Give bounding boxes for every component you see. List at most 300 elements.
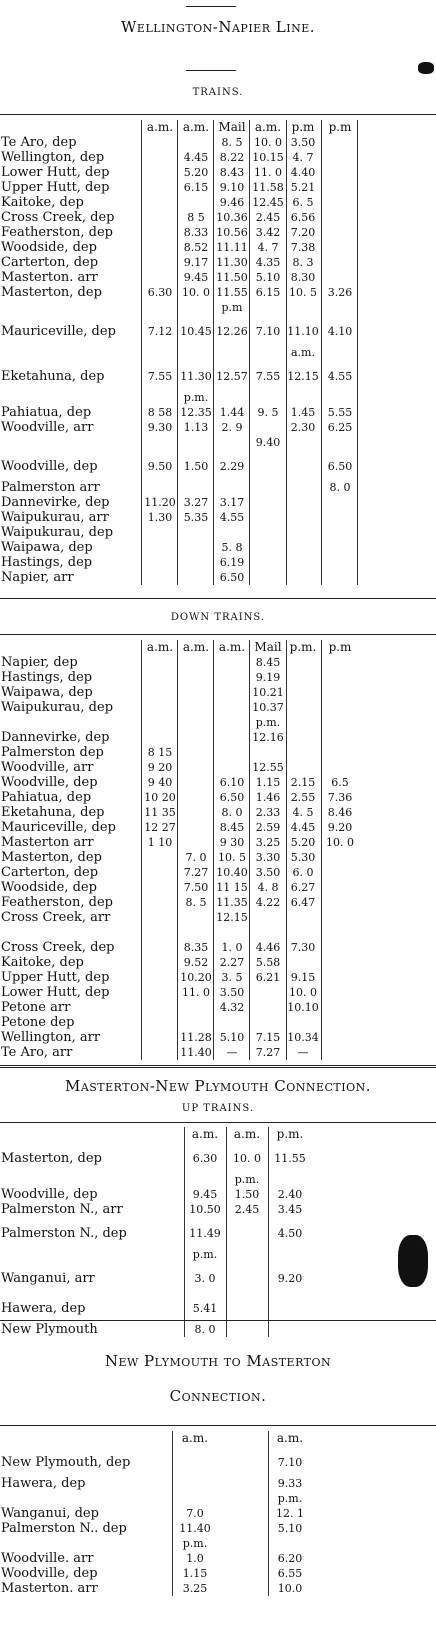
time-cell: 5.41: [192, 1302, 218, 1315]
time-cell: 4.32: [219, 1001, 245, 1014]
station-name: Mauriceville, dep: [1, 820, 116, 835]
station-name: Upper Hutt, dep: [1, 970, 110, 985]
time-cell: 10.50: [189, 1203, 221, 1216]
table-row: [0, 450, 436, 480]
time-cell: 10.37: [252, 701, 284, 714]
section-rule: [0, 1065, 436, 1068]
time-cell: 7.55: [255, 370, 281, 383]
time-cell: 9.33: [277, 1477, 303, 1490]
column-rule: [177, 640, 178, 1060]
section-title: Masterton-New Plymouth Connection.: [64, 1077, 372, 1095]
time-cell: 6.47: [290, 896, 316, 909]
time-cell: —: [226, 1046, 238, 1059]
station-name: New Plymouth, dep: [1, 1455, 131, 1470]
table-row: [0, 805, 436, 820]
table-row: [0, 745, 436, 760]
time-cell: 12. 1: [276, 1507, 304, 1520]
time-cell: 3.30: [255, 851, 281, 864]
time-cell: 4.35: [255, 256, 281, 269]
time-cell: 11.40: [180, 1046, 212, 1059]
time-cell: 8 58: [147, 406, 173, 419]
table-row: [0, 180, 436, 195]
time-cell: 9 20: [147, 761, 173, 774]
table-row: [0, 1536, 436, 1551]
station-name: Napier, dep: [1, 655, 78, 670]
table-row: [0, 1566, 436, 1581]
time-cell: 12 27: [144, 821, 176, 834]
table-row: [0, 435, 436, 450]
station-name: Hawera, dep: [1, 1476, 86, 1491]
table-row: [0, 420, 436, 435]
time-cell: 4. 7: [292, 151, 314, 164]
time-cell: p.m: [221, 301, 243, 314]
time-cell: 5. 8: [221, 541, 243, 554]
column-rule: [184, 1127, 185, 1337]
time-cell: 8. 0: [194, 1323, 216, 1336]
column-rule: [321, 640, 322, 1060]
time-cell: 7.27: [255, 1046, 281, 1059]
time-cell: 9.20: [327, 821, 353, 834]
time-cell: 4.45: [290, 821, 316, 834]
column-header: a.m.: [182, 120, 210, 134]
time-cell: a.m.: [291, 346, 315, 359]
time-cell: 9.15: [290, 971, 316, 984]
time-cell: 5.58: [255, 956, 281, 969]
time-cell: 3.17: [219, 496, 245, 509]
section-rule: [0, 1320, 436, 1321]
column-header: a.m.: [181, 1431, 209, 1445]
time-cell: 5.20: [183, 166, 209, 179]
time-cell: 7.20: [290, 226, 316, 239]
time-cell: 10.10: [287, 1001, 319, 1014]
time-cell: 10. 5: [218, 851, 246, 864]
station-name: Woodville, arr: [1, 760, 94, 775]
table-row: [0, 910, 436, 925]
time-cell: 1.15: [255, 776, 281, 789]
section-subtitle: TRAINS.: [192, 87, 244, 98]
station-name: Carterton, dep: [1, 865, 99, 880]
time-cell: 8.45: [255, 656, 281, 669]
time-cell: 7.38: [290, 241, 316, 254]
time-cell: 8.43: [219, 166, 245, 179]
time-cell: 9.19: [255, 671, 281, 684]
time-cell: 3.45: [277, 1203, 303, 1216]
column-header: a.m.: [146, 120, 174, 134]
time-cell: 5.10: [277, 1522, 303, 1535]
time-cell: 5.10: [219, 1031, 245, 1044]
time-cell: 3.26: [327, 286, 353, 299]
time-cell: 10 20: [144, 791, 176, 804]
table-row: [0, 925, 436, 940]
station-name: Wellington, dep: [1, 150, 105, 165]
table-row: [0, 570, 436, 585]
station-name: Woodside, dep: [1, 240, 97, 255]
column-rule: [249, 120, 250, 585]
station-name: Woodville, dep: [1, 1566, 98, 1581]
table-top-rule: [0, 1425, 436, 1426]
time-cell: 11.11: [216, 241, 248, 254]
station-name: Carterton, dep: [1, 255, 99, 270]
time-cell: 12.26: [216, 325, 248, 338]
time-cell: 6.30: [147, 286, 173, 299]
station-name: Dannevirke, dep: [1, 495, 110, 510]
station-name: Pahiatua, dep: [1, 405, 92, 420]
time-cell: 10. 0: [233, 1152, 261, 1165]
time-cell: 6.15: [183, 181, 209, 194]
table-row: [0, 700, 436, 715]
time-cell: 3. 0: [194, 1272, 216, 1285]
station-name: Woodville, dep: [1, 775, 98, 790]
time-cell: 6.50: [327, 460, 353, 473]
time-cell: 9.52: [183, 956, 209, 969]
table-row: [0, 955, 436, 970]
time-cell: 2.40: [277, 1188, 303, 1201]
time-cell: 4.22: [255, 896, 281, 909]
time-cell: 7.36: [327, 791, 353, 804]
station-name: Lower Hutt, dep: [1, 165, 110, 180]
time-cell: 10.56: [216, 226, 248, 239]
table-row: [0, 1491, 436, 1506]
time-cell: 7. 0: [185, 851, 207, 864]
station-name: New Plymouth: [1, 1322, 98, 1337]
time-cell: 11.55: [274, 1152, 306, 1165]
time-cell: 10.20: [180, 971, 212, 984]
time-cell: 6.50: [219, 571, 245, 584]
time-cell: 1.50: [183, 460, 209, 473]
table-row: [0, 1045, 436, 1060]
station-name: Masterton, dep: [1, 850, 102, 865]
column-header: a.m.: [233, 1127, 261, 1141]
time-cell: 9 30: [219, 836, 245, 849]
table-row: [0, 880, 436, 895]
table-row: [0, 495, 436, 510]
time-cell: 11.50: [216, 271, 248, 284]
table-row: [0, 525, 436, 540]
table-row: [0, 1247, 436, 1262]
table-row: [0, 1172, 436, 1187]
ornament-rule: [186, 70, 236, 71]
station-name: Palmerston dep: [1, 745, 104, 760]
section-subtitle: UP TRAINS.: [181, 1103, 255, 1114]
table-top-rule: [0, 114, 436, 115]
time-cell: 4.50: [277, 1227, 303, 1240]
column-header: p.m: [291, 120, 315, 134]
header-row: [0, 120, 436, 135]
time-cell: 7.55: [147, 370, 173, 383]
station-name: Palmerston N., arr: [1, 1202, 123, 1217]
table-row: [0, 790, 436, 805]
time-cell: 10.45: [180, 325, 212, 338]
time-cell: 6.27: [290, 881, 316, 894]
time-cell: 4. 5: [292, 806, 314, 819]
time-cell: 11.40: [179, 1522, 211, 1535]
time-cell: 6.10: [219, 776, 245, 789]
station-name: Kaitoke, dep: [1, 955, 84, 970]
station-name: Hastings, dep: [1, 555, 93, 570]
table-row: [0, 895, 436, 910]
time-cell: 3.25: [182, 1582, 208, 1595]
table-row: [0, 255, 436, 270]
time-cell: 2.27: [219, 956, 245, 969]
table-row: [0, 1000, 436, 1015]
time-cell: 8 5: [187, 211, 205, 224]
table-row: [0, 1322, 436, 1337]
station-name: Woodside, dep: [1, 880, 97, 895]
column-rule: [268, 1127, 269, 1337]
table-row: [0, 1521, 436, 1536]
time-cell: p.m.: [183, 391, 209, 404]
table-row: [0, 225, 436, 240]
station-name: Cross Creek, dep: [1, 940, 115, 955]
time-cell: 8. 0: [221, 806, 243, 819]
section-title: Wellington-Napier Line.: [121, 18, 315, 36]
table-row: [0, 1551, 436, 1566]
time-cell: 11.49: [189, 1227, 221, 1240]
time-cell: 10.34: [287, 1031, 319, 1044]
ornament-rule: [186, 6, 236, 7]
time-cell: 9.45: [183, 271, 209, 284]
time-cell: 6.50: [219, 791, 245, 804]
column-rule: [286, 120, 287, 585]
time-cell: 8.46: [327, 806, 353, 819]
time-cell: 5.35: [183, 511, 209, 524]
table-row: [0, 970, 436, 985]
station-name: Petone dep: [1, 1015, 75, 1030]
column-header: p.m: [328, 640, 352, 654]
station-name: Masterton arr: [1, 835, 94, 850]
station-name: Lower Hutt, dep: [1, 985, 110, 1000]
time-cell: 8. 0: [329, 481, 351, 494]
column-header: p.m: [328, 120, 352, 134]
table-row: [0, 1187, 436, 1202]
column-header: a.m.: [146, 640, 174, 654]
station-name: Wellington, arr: [1, 1030, 101, 1045]
time-cell: 2.15: [290, 776, 316, 789]
timetable-down-trains: [0, 640, 436, 1060]
table-top-rule: [0, 1122, 436, 1123]
column-rule: [141, 640, 142, 1060]
column-rule: [226, 1127, 227, 1337]
time-cell: 11. 0: [182, 986, 210, 999]
time-cell: 6.30: [192, 1152, 218, 1165]
time-cell: 3.25: [255, 836, 281, 849]
station-name: Napier, arr: [1, 570, 74, 585]
time-cell: 11.58: [252, 181, 284, 194]
table-row: [0, 300, 436, 315]
column-header: p.m.: [289, 640, 317, 654]
time-cell: 6.19: [219, 556, 245, 569]
time-cell: 2.45: [255, 211, 281, 224]
time-cell: 8. 5: [221, 136, 243, 149]
table-row: [0, 480, 436, 495]
table-row: [0, 1476, 436, 1491]
station-name: Waipukurau, dep: [1, 700, 114, 715]
table-row: [0, 655, 436, 670]
time-cell: 5.20: [290, 836, 316, 849]
time-cell: 1.0: [186, 1552, 204, 1565]
time-cell: p.m.: [234, 1173, 260, 1186]
table-row: [0, 940, 436, 955]
station-name: Eketahuna, dep: [1, 369, 105, 384]
station-name: Dannevirke, dep: [1, 730, 110, 745]
column-header: a.m.: [191, 1127, 219, 1141]
time-cell: 6. 0: [292, 866, 314, 879]
section-rule: [0, 598, 436, 599]
time-cell: 9. 5: [257, 406, 279, 419]
time-cell: 10.40: [216, 866, 248, 879]
time-cell: 7.10: [277, 1456, 303, 1469]
table-row: [0, 715, 436, 730]
time-cell: 4. 7: [257, 241, 279, 254]
table-row: [0, 345, 436, 360]
time-cell: 11.10: [287, 325, 319, 338]
time-cell: 9.20: [277, 1272, 303, 1285]
time-cell: 1.50: [234, 1188, 260, 1201]
time-cell: 3. 5: [221, 971, 243, 984]
time-cell: 11.30: [216, 256, 248, 269]
header-row: [0, 640, 436, 655]
station-name: Masterton, dep: [1, 1151, 102, 1166]
station-name: Featherston, dep: [1, 895, 113, 910]
table-row: [0, 285, 436, 300]
time-cell: 4.40: [290, 166, 316, 179]
time-cell: 9.30: [147, 421, 173, 434]
table-row: [0, 685, 436, 700]
time-cell: 12.57: [216, 370, 248, 383]
time-cell: 11.55: [216, 286, 248, 299]
table-row: [0, 315, 436, 345]
station-name: Waipawa, dep: [1, 685, 93, 700]
table-row: [0, 835, 436, 850]
station-name: Upper Hutt, dep: [1, 180, 110, 195]
time-cell: 8. 3: [292, 256, 314, 269]
time-cell: 12.16: [252, 731, 284, 744]
time-cell: 4.45: [183, 151, 209, 164]
station-name: Palmerston arr: [1, 480, 100, 495]
station-name: Featherston, dep: [1, 225, 113, 240]
station-name: Woodville, arr: [1, 420, 94, 435]
time-cell: 8.22: [219, 151, 245, 164]
time-cell: 3.50: [290, 136, 316, 149]
column-header: a.m.: [182, 640, 210, 654]
time-cell: 11 35: [144, 806, 176, 819]
ink-blot: [398, 1235, 428, 1287]
station-name: Waipawa, dep: [1, 540, 93, 555]
time-cell: 3.42: [255, 226, 281, 239]
time-cell: 1. 0: [221, 941, 243, 954]
time-cell: 8. 5: [185, 896, 207, 909]
table-row: [0, 405, 436, 420]
time-cell: 11.20: [144, 496, 176, 509]
time-cell: 5.30: [290, 851, 316, 864]
column-rule: [268, 1431, 269, 1596]
time-cell: 1.45: [290, 406, 316, 419]
station-name: Woodville, dep: [1, 1187, 98, 1202]
time-cell: 7.12: [147, 325, 173, 338]
time-cell: 1 10: [147, 836, 173, 849]
time-cell: 12.35: [180, 406, 212, 419]
time-cell: 3.50: [255, 866, 281, 879]
time-cell: 2.55: [290, 791, 316, 804]
time-cell: 9.45: [192, 1188, 218, 1201]
time-cell: 6.56: [290, 211, 316, 224]
time-cell: 3.27: [183, 496, 209, 509]
station-name: Woodville, dep: [1, 459, 98, 474]
time-cell: 9.46: [219, 196, 245, 209]
header-row: [0, 1431, 436, 1446]
table-row: [0, 240, 436, 255]
column-header: a.m.: [276, 1431, 304, 1445]
time-cell: p.m.: [277, 1492, 303, 1505]
table-row: [0, 850, 436, 865]
time-cell: 10. 0: [326, 836, 354, 849]
column-rule: [172, 1431, 173, 1596]
time-cell: 10. 5: [289, 286, 317, 299]
station-name: Mauriceville, dep: [1, 324, 116, 339]
station-name: Woodville. arr: [1, 1551, 94, 1566]
column-rule: [286, 640, 287, 1060]
time-cell: 10. 0: [182, 286, 210, 299]
section-title: New Plymouth to Masterton: [104, 1352, 332, 1370]
table-row: [0, 730, 436, 745]
table-row: [0, 985, 436, 1000]
time-cell: 7.50: [183, 881, 209, 894]
table-row: [0, 150, 436, 165]
table-row: [0, 760, 436, 775]
time-cell: 2.30: [290, 421, 316, 434]
time-cell: 4.55: [327, 370, 353, 383]
column-rule: [357, 120, 358, 585]
time-cell: 7.15: [255, 1031, 281, 1044]
time-cell: 11.28: [180, 1031, 212, 1044]
table-row: [0, 820, 436, 835]
table-row: [0, 1506, 436, 1521]
time-cell: 4. 8: [257, 881, 279, 894]
table-row: [0, 1015, 436, 1030]
time-cell: 11.30: [180, 370, 212, 383]
table-row: [0, 510, 436, 525]
time-cell: 12.15: [216, 911, 248, 924]
time-cell: 7.30: [290, 941, 316, 954]
time-cell: 1.30: [147, 511, 173, 524]
time-cell: 10.36: [216, 211, 248, 224]
time-cell: 2. 9: [221, 421, 243, 434]
time-cell: 6.5: [331, 776, 349, 789]
table-row: [0, 135, 436, 150]
column-rule: [141, 120, 142, 585]
time-cell: 5.10: [255, 271, 281, 284]
time-cell: 8.33: [183, 226, 209, 239]
table-row: [0, 1142, 436, 1172]
time-cell: 6.20: [277, 1552, 303, 1565]
station-name: Pahiatua, dep: [1, 790, 92, 805]
station-name: Kaitoke, dep: [1, 195, 84, 210]
time-cell: 6.55: [277, 1567, 303, 1580]
column-rule: [321, 120, 322, 585]
column-header: a.m.: [218, 640, 246, 654]
time-cell: 2.45: [234, 1203, 260, 1216]
table-row: [0, 540, 436, 555]
time-cell: 4.55: [219, 511, 245, 524]
column-rule: [177, 120, 178, 585]
time-cell: 6.21: [255, 971, 281, 984]
time-cell: 10.21: [252, 686, 284, 699]
station-name: Eketahuna, dep: [1, 805, 105, 820]
table-row: [0, 1446, 436, 1476]
table-row: [0, 390, 436, 405]
time-cell: 1.46: [255, 791, 281, 804]
time-cell: 11. 0: [254, 166, 282, 179]
